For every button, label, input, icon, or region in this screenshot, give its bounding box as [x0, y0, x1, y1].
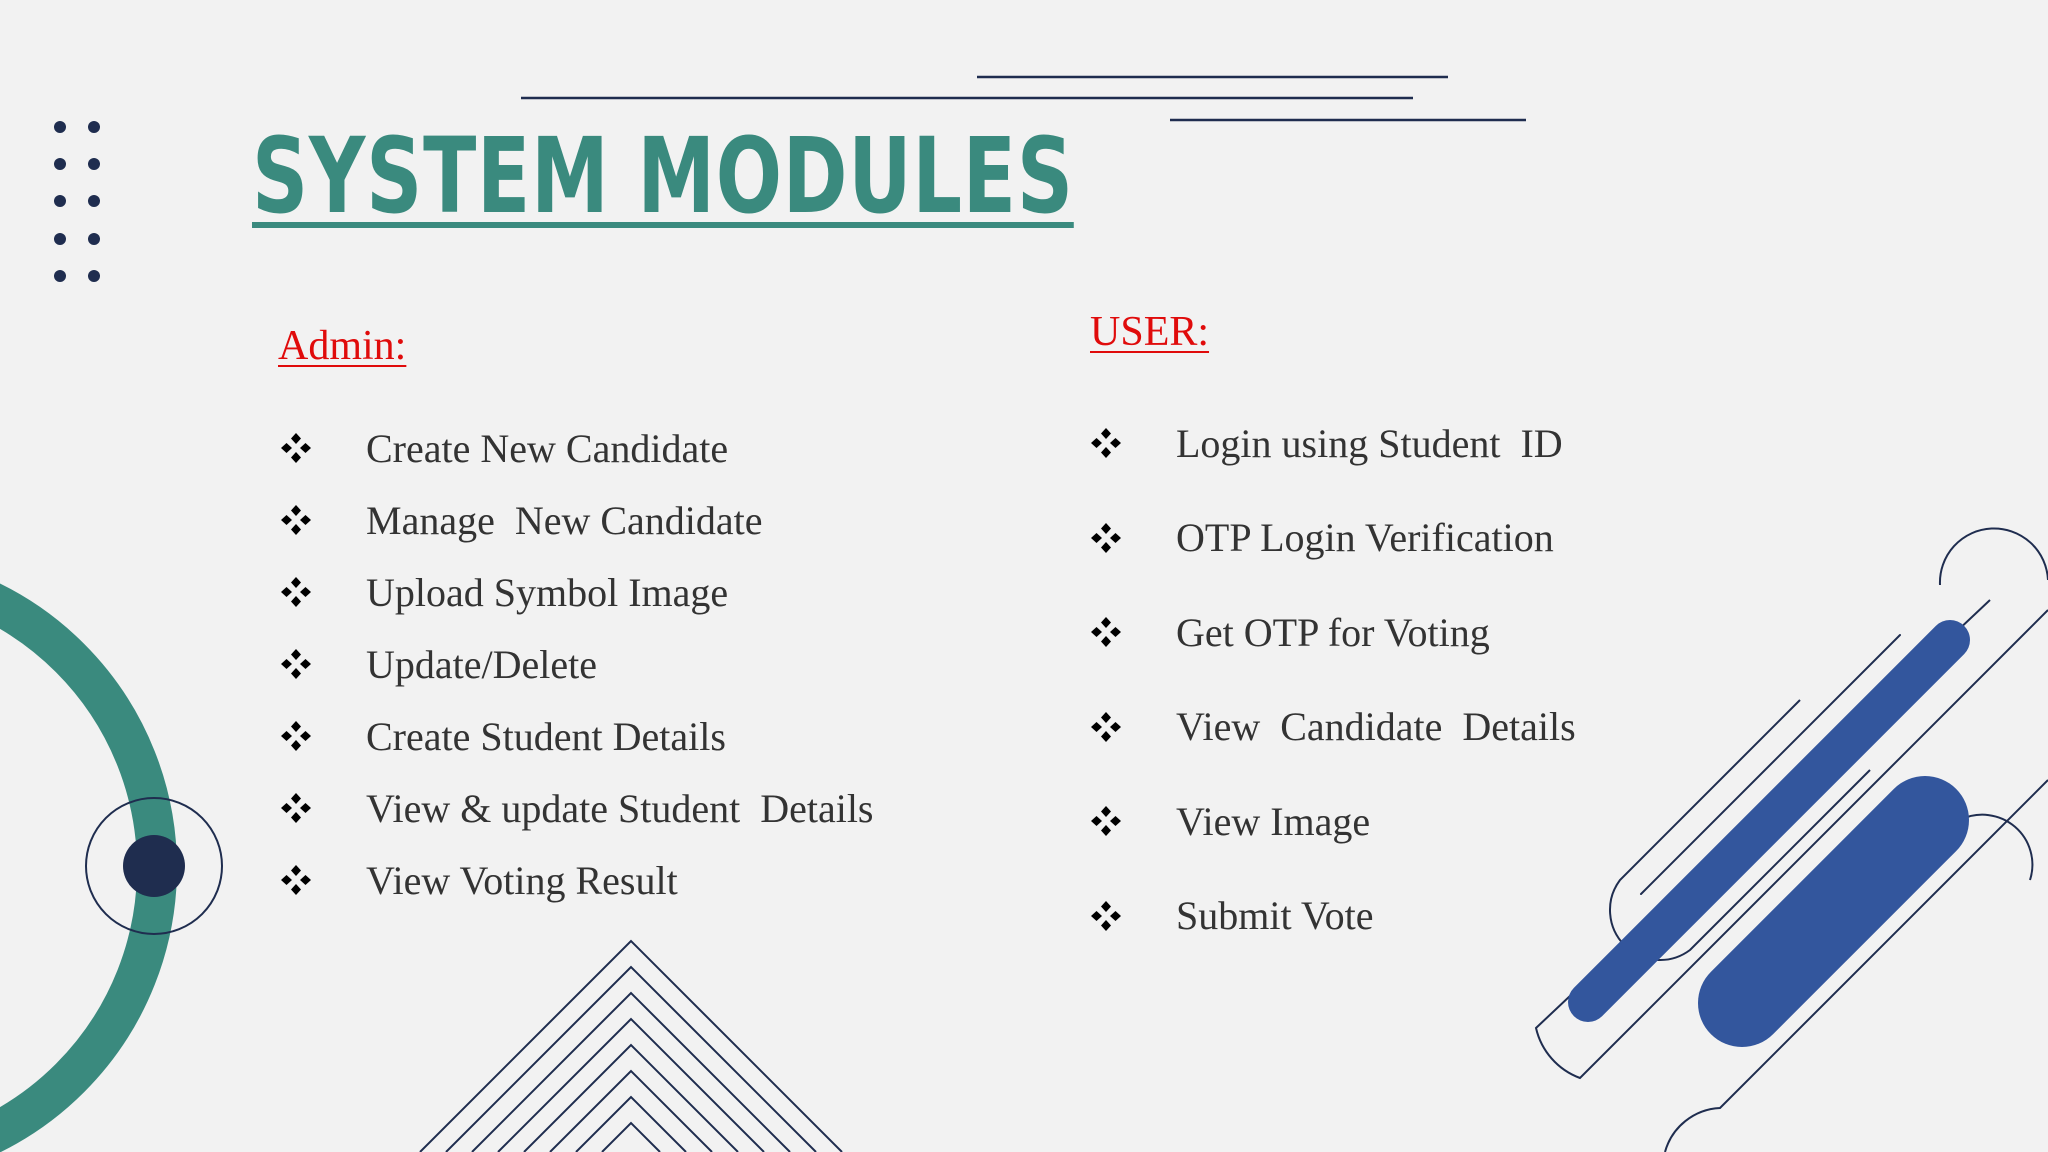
list-item-label: View Voting Result [366, 857, 678, 903]
diamond-bullet-icon [1090, 616, 1146, 648]
right-pills [1536, 528, 2048, 1152]
list-item [1090, 491, 1576, 586]
list-item [280, 628, 874, 700]
user-module-list [1090, 396, 1576, 963]
list-item-label: View & update Student Details [366, 785, 874, 831]
list-item-label: Upload Symbol Image [366, 569, 729, 615]
list-item-label: OTP Login Verification [1176, 515, 1554, 561]
list-item [1090, 585, 1576, 680]
list-item-label: View Candidate Details [1176, 704, 1576, 750]
admin-heading: Admin: [278, 323, 407, 369]
list-item [280, 412, 874, 484]
diamond-bullet-icon [280, 432, 336, 464]
diamond-bullet-icon [280, 576, 336, 608]
list-item-label: View Image [1176, 798, 1371, 844]
diamond-bullet-icon [1090, 900, 1146, 932]
diamond-bullet-icon [280, 864, 336, 896]
list-item-label: Submit Vote [1176, 893, 1374, 939]
list-item [280, 772, 874, 844]
list-item-label: Create New Candidate [366, 425, 729, 471]
user-heading: USER: [1090, 309, 1210, 355]
list-item-label: Manage New Candidate [366, 497, 763, 543]
diamond-bullet-icon [280, 792, 336, 824]
list-item [280, 556, 874, 628]
diamond-bullet-icon [1090, 805, 1146, 837]
admin-module-list [280, 412, 874, 916]
page-title: SYSTEM MODULES [252, 115, 1074, 237]
diamond-bullet-icon [1090, 711, 1146, 743]
list-item [1090, 869, 1576, 964]
list-item-label: Update/Delete [366, 641, 597, 687]
list-item [1090, 774, 1576, 869]
diamond-bullet-icon [280, 504, 336, 536]
list-item [1090, 396, 1576, 491]
list-item [280, 844, 874, 916]
diamond-bullet-icon [280, 648, 336, 680]
list-item-label: Get OTP for Voting [1176, 609, 1490, 655]
list-item [1090, 680, 1576, 775]
list-item-label: Login using Student ID [1176, 420, 1563, 466]
left-arc [0, 571, 222, 1152]
diamond-bullet-icon [280, 720, 336, 752]
chevrons [420, 941, 842, 1152]
list-item [280, 484, 874, 556]
dot-grid [54, 121, 100, 282]
list-item [280, 700, 874, 772]
top-lines [521, 77, 1526, 120]
diamond-bullet-icon [1090, 427, 1146, 459]
diamond-bullet-icon [1090, 522, 1146, 554]
list-item-label: Create Student Details [366, 713, 726, 759]
